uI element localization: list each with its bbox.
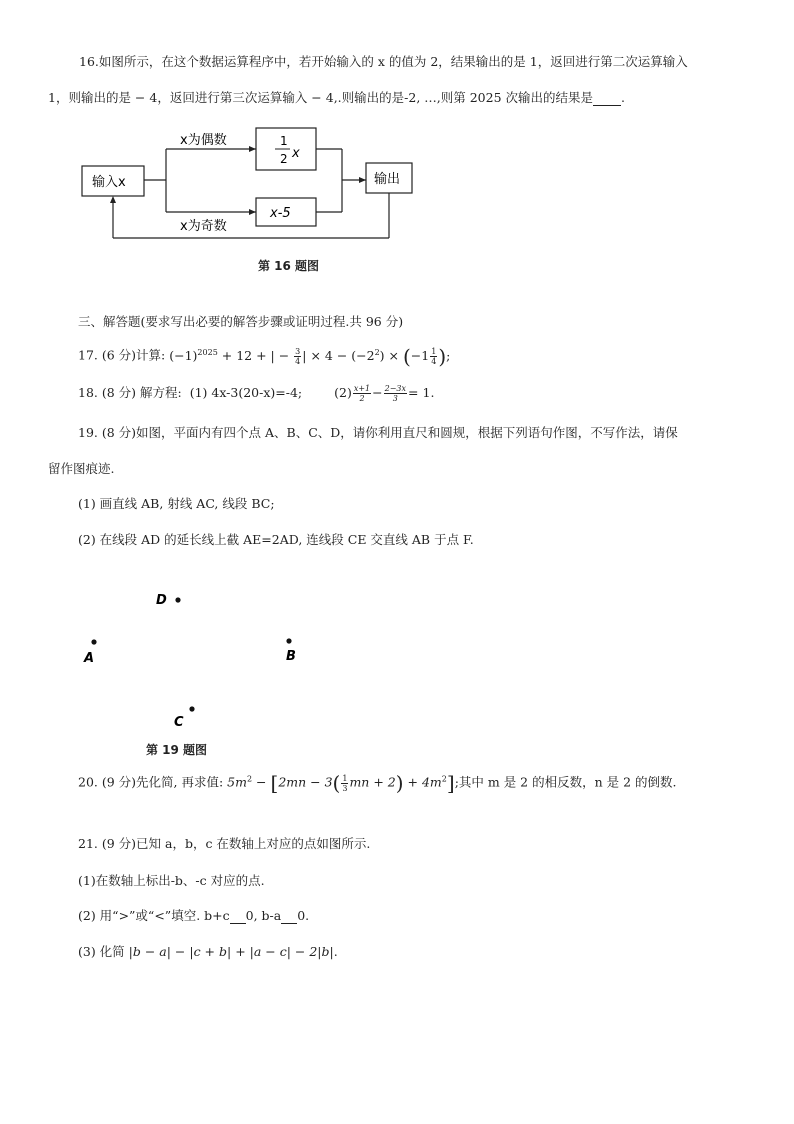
q20-e4: mn + 2 (349, 774, 396, 790)
q18-frac1 (353, 384, 371, 403)
q16-flowchart (70, 118, 430, 278)
point-c-label: C (174, 715, 184, 730)
point-d-label: D (156, 593, 167, 608)
q21-item2-c: 0. (297, 908, 310, 923)
q18-part2-label: (2) (334, 385, 352, 400)
q18-frac1-num: x+1 (353, 384, 371, 393)
q20-prefix: 20. (9 分)先化简, 再求值: (78, 774, 228, 790)
point-a-label: A (84, 651, 95, 666)
q20-e5-exp: 2 (441, 774, 447, 784)
input-label: 输入x (92, 175, 126, 190)
q20-frac (341, 774, 348, 793)
q20-rbracket: ] (446, 771, 455, 795)
point-b-label: B (286, 649, 296, 664)
q16-line2-text: 1，则输出的是 − 4，返回进行第三次运算输入 − 4,.则输出的是-2, …,则第 2025 次输出的结果是 (48, 90, 594, 105)
q17-p2: + 12 + | − (217, 347, 290, 363)
q21-item2-a: (2) 用“>”或“<”填空. b+c (78, 908, 230, 923)
q16-answer-blank (593, 90, 621, 106)
q17 (78, 344, 450, 368)
q20-e1: 5m (227, 774, 247, 790)
q17-frac1 (294, 347, 301, 366)
q17-frac2-num: 1 (431, 346, 437, 356)
q20 (78, 771, 677, 795)
minus5-expr: x-5 (270, 206, 291, 221)
q20-e1-exp: 2 (246, 774, 253, 784)
q18-prefix: 18. (8 分) 解方程: (78, 385, 182, 400)
q21-item2 (78, 906, 309, 924)
point-c-dot (189, 706, 194, 711)
half-denominator: 2 (280, 152, 288, 166)
q20-e5: + 4m (403, 774, 442, 790)
q17-lparen: ( (402, 344, 411, 368)
q18-minus: − (372, 385, 383, 400)
q20-suffix: ;其中 m 是 2 的相反数，n 是 2 的倒数. (454, 774, 677, 790)
q19-line1: 19. (8 分)如图，平面内有四个点 A、B、C、D，请你利用直尺和圆规，根据下列语句作图，不写作法，请保 (78, 425, 678, 440)
q18-frac1-den: 2 (359, 394, 365, 403)
point-b-dot (286, 638, 291, 643)
even-label: x为偶数 (180, 133, 227, 148)
half-variable: x (292, 146, 300, 161)
point-a-dot (91, 639, 96, 644)
point-d-dot (175, 597, 180, 602)
q16-line2 (48, 88, 625, 106)
q17-rparen: ) (438, 344, 447, 368)
q17-frac1-den: 4 (295, 356, 301, 366)
q20-lparen: ( (332, 771, 341, 795)
q16-caption: 第 16 题图 (258, 259, 320, 273)
q21-item3-expr: |b − a| − |c + b| + |a − c| − 2|b| (128, 944, 334, 959)
odd-label: x为奇数 (180, 219, 227, 234)
q20-e2: − (252, 774, 271, 790)
q17-prefix: 17. (6 分)计算: (78, 347, 166, 363)
half-numerator: 1 (280, 134, 288, 148)
q19-caption: 第 19 题图 (146, 743, 208, 757)
q17-expr (169, 344, 451, 368)
q20-e3: 2mn − 3 (278, 774, 333, 790)
q20-frac-den: 3 (342, 783, 348, 793)
q21-blank1 (230, 908, 246, 924)
q20-rparen: ) (395, 771, 404, 795)
q19-figure (70, 580, 330, 740)
q21-item2-b: 0, b-a (245, 908, 282, 923)
q21-item3-a: (3) 化简 (78, 944, 129, 959)
q21-item1: (1)在数轴上标出-b、-c 对应的点. (78, 873, 265, 888)
q17-end: ; (446, 347, 451, 363)
q16-line1: 16.如图所示，在这个数据运算程序中，若开始输入的 x 的值为 2，结果输出的是 1，返回进行第二次运算输入 (79, 54, 688, 69)
output-label: 输出 (374, 172, 401, 187)
q19-item1: (1) 画直线 AB, 射线 AC, 线段 BC; (78, 496, 275, 511)
q17-p4: ) × (379, 347, 403, 363)
q21-item3 (78, 942, 338, 960)
q17-p3: | × 4 − (−2 (302, 347, 375, 363)
q19-item2: (2) 在线段 AD 的延长线上截 AE=2AD, 连线段 CE 交直线 AB 于点 F. (78, 532, 474, 547)
q18-part1: (1) 4x-3(20-x)=-4; (189, 385, 303, 400)
q18-frac2-num: 2−3x (384, 384, 407, 393)
q17-frac2 (430, 347, 437, 366)
q19-line2: 留作图痕迹. (48, 461, 115, 476)
section3-heading: 三、解答题(要求写出必要的解答步骤或证明过程.共 96 分) (78, 314, 404, 329)
q17-frac1-num: 3 (295, 346, 301, 356)
q20-lbracket: [ (270, 771, 279, 795)
q17-frac2-den: 4 (431, 356, 437, 366)
q21-item3-end: . (333, 944, 338, 959)
q21-blank2 (281, 908, 297, 924)
q16-line2-end: . (621, 90, 625, 105)
q21-line1: 21. (9 分)已知 a，b，c 在数轴上对应的点如图所示. (78, 836, 371, 851)
q20-frac-num: 1 (342, 773, 348, 783)
q17-exp1: 2025 (197, 347, 218, 357)
q18-rhs: = 1. (408, 385, 435, 400)
q18-frac2-den: 3 (392, 394, 398, 403)
q17-p1: (−1) (169, 347, 198, 363)
q17-p5: −1 (410, 347, 430, 363)
q18 (78, 383, 434, 403)
q18-frac2 (384, 384, 407, 403)
q17-exp2: 2 (374, 347, 380, 357)
